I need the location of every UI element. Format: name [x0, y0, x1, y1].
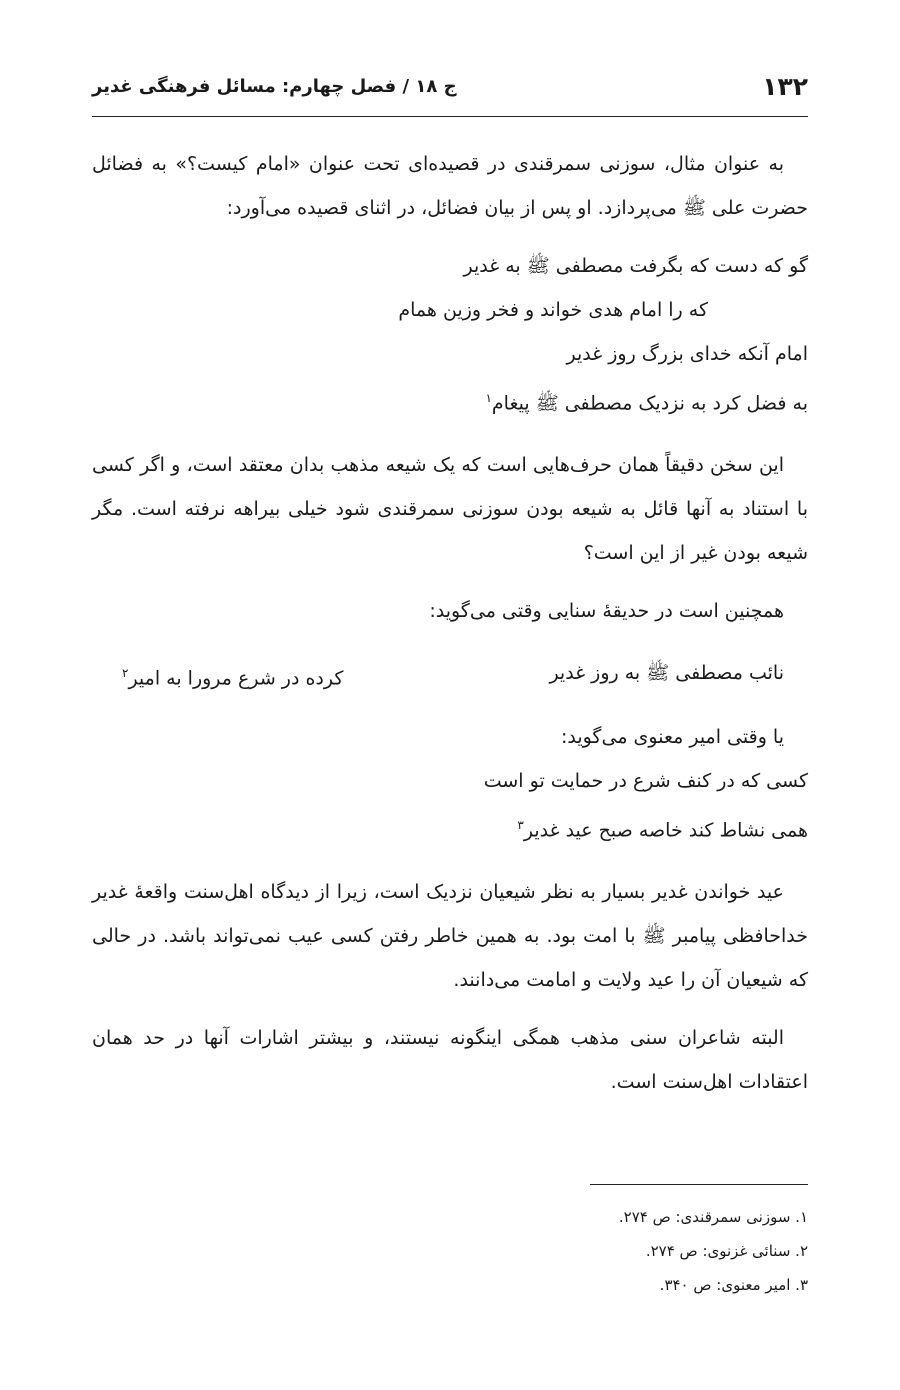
- verse-line-with-footnote: [92, 376, 808, 425]
- page-body: [92, 142, 808, 1118]
- intro-line-3: یا وقتی امیر معنوی می‌گوید:: [560, 725, 784, 748]
- hemistich-2: کرده در شرع مرورا به امیر: [128, 667, 344, 690]
- verse-block-1: [92, 244, 808, 425]
- verse-line: گو که دست که بگرفت مصطفی ﷺ به غدیر: [463, 255, 808, 277]
- footnote-mark[interactable]: ۲: [122, 666, 129, 681]
- footnote-mark[interactable]: ۱: [485, 391, 492, 405]
- hemistich-1: نائب مصطفی ﷺ به روز غدیر: [549, 662, 784, 685]
- paragraph-4: البته شاعران سنی مذهب همگی اینگونه نیستند، و بیشتر اشارات آنها در حد همان اعتقادات اهل‌سنت است.: [92, 1026, 808, 1093]
- hemistich-2-with-footnote: [122, 651, 343, 700]
- verse-line: امام آنکه خدای بزرگ روز غدیر: [566, 343, 808, 365]
- verse-line: که را امام هدی خواند و فخر وزین همام: [398, 299, 708, 321]
- paragraph-2: این سخن دقیقاً همان حرف‌هایی است که یک شیعه مذهب بدان معتقد است، و اگر کسی با استناد به آنها قائل به شیعه بودن سوزنی سمرقندی شود خیلی بیراهه نرفته است. مگر شیعه بودن غیر از این است؟: [92, 454, 808, 565]
- verse-text: به فضل کرد به نزدیک مصطفی ﷺ پیغام: [491, 392, 808, 415]
- footnotes: [408, 1200, 808, 1302]
- paragraph-3: عید خواندن غدیر بسیار به نظر شیعیان نزدیک است، زیرا از دیدگاه اهل‌سنت واقعهٔ غدیر خداحافظی پیامبر ﷺ با امت بود. به همین خاطر رفتن کسی عیب نمی‌تواند باشد. در حالی که شیعیان آن را عید ولایت و امامت می‌دانند.: [92, 880, 808, 991]
- footnote-divider: [590, 1184, 808, 1185]
- verse-line: کسی که در کنف شرع در حمایت تو است: [483, 769, 808, 792]
- footnote-2: ۲. سنائی غزنوی: ص ۲۷۴.: [645, 1242, 808, 1260]
- footnote-3: ۳. امیر معنوی: ص ۳۴۰.: [659, 1276, 808, 1294]
- header-divider: [92, 116, 808, 117]
- verse-couplet-2: [92, 651, 808, 700]
- verse-line-with-footnote: [92, 803, 808, 852]
- verse-block-3: [92, 759, 808, 852]
- verse-text: همی نشاط کند خاصه صبح عید غدیر: [523, 818, 808, 841]
- footnote-1: ۱. سوزنی سمرقندی: ص ۲۷۴.: [618, 1208, 808, 1226]
- footnote-mark[interactable]: ۳: [517, 817, 524, 832]
- intro-line-2: همچنین است در حدیقهٔ سنایی وقتی می‌گوید:: [429, 600, 784, 623]
- page-number: ۱۳۲: [762, 72, 808, 101]
- paragraph-1: به عنوان مثال، سوزنی سمرقندی در قصیده‌ای تحت عنوان «امام کیست؟» به فضائل حضرت علی ﷺ می‌پردازد. او پس از بیان فضائل، در اثنای قصیده می‌آورد:: [92, 153, 808, 219]
- running-title: ج ۱۸ / فصل چهارم: مسائل فرهنگی غدیر: [92, 76, 457, 97]
- page-header: [92, 72, 808, 106]
